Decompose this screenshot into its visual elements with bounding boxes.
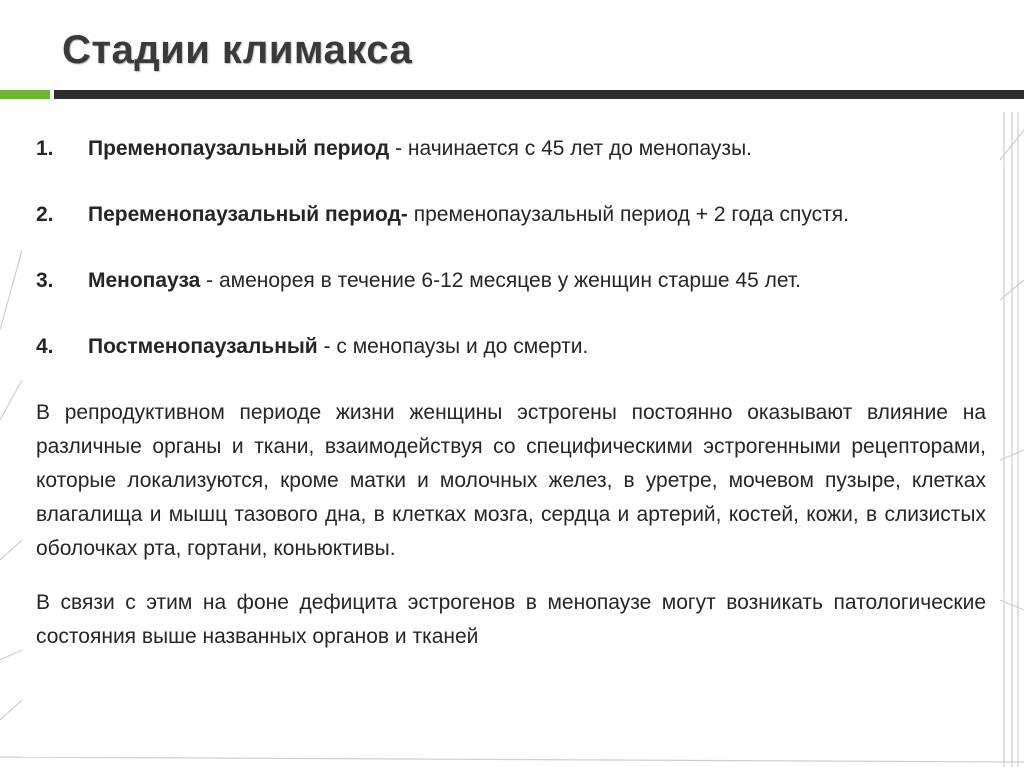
- stage-number: 3.: [36, 269, 54, 292]
- slide-content: [22, 112, 1000, 757]
- stage-text: [88, 330, 986, 364]
- stage-item-3: [36, 264, 986, 298]
- stage-term: Постменопаузальный: [88, 335, 318, 358]
- stage-description: пременопаузальный период + 2 года спустя.: [407, 203, 849, 226]
- stage-term: Переменопаузальный период-: [88, 203, 408, 226]
- stage-term: Менопауза: [88, 269, 201, 292]
- stage-number: 2.: [36, 203, 54, 226]
- stage-description: - начинается с 45 лет до менопаузы.: [389, 137, 752, 160]
- title-accent-green: [0, 90, 50, 99]
- slide-title: Стадии климакса: [62, 28, 413, 72]
- stage-text: [88, 198, 986, 232]
- estrogen-paragraph: В репродуктивном периоде жизни женщины эстрогены постоянно оказывают влияние на различные органы и ткани, взаимодействуя со специфическими эстрогенными рецепторами, которые локализуются, кроме матки и молочных желез, в уретре, мочевом пузыре, клетках влагалища и мышц тазового дна, в клетках мозга, сердца и артерий, костей, кожи, в слизистых оболочках рта, гортани, коньюктивы.: [36, 401, 986, 560]
- stage-number: 1.: [36, 137, 54, 160]
- stage-item-4: [36, 330, 986, 364]
- deficiency-paragraph: В связи с этим на фоне дефицита эстрогенов в менопаузе могут возникать патологические состояния выше названных органов и тканей: [36, 591, 986, 648]
- stage-text: [88, 264, 986, 298]
- stage-text: [88, 132, 986, 166]
- stage-description: - аменорея в течение 6-12 месяцев у женщин старше 45 лет.: [200, 269, 801, 292]
- stage-item-1: [36, 132, 986, 166]
- stage-description: - с менопаузы и до смерти.: [317, 335, 589, 358]
- stage-term: Пременопаузальный период: [88, 137, 390, 160]
- stage-number: 4.: [36, 335, 54, 358]
- title-accent-dark: [54, 90, 1024, 99]
- stage-item-2: [36, 198, 986, 232]
